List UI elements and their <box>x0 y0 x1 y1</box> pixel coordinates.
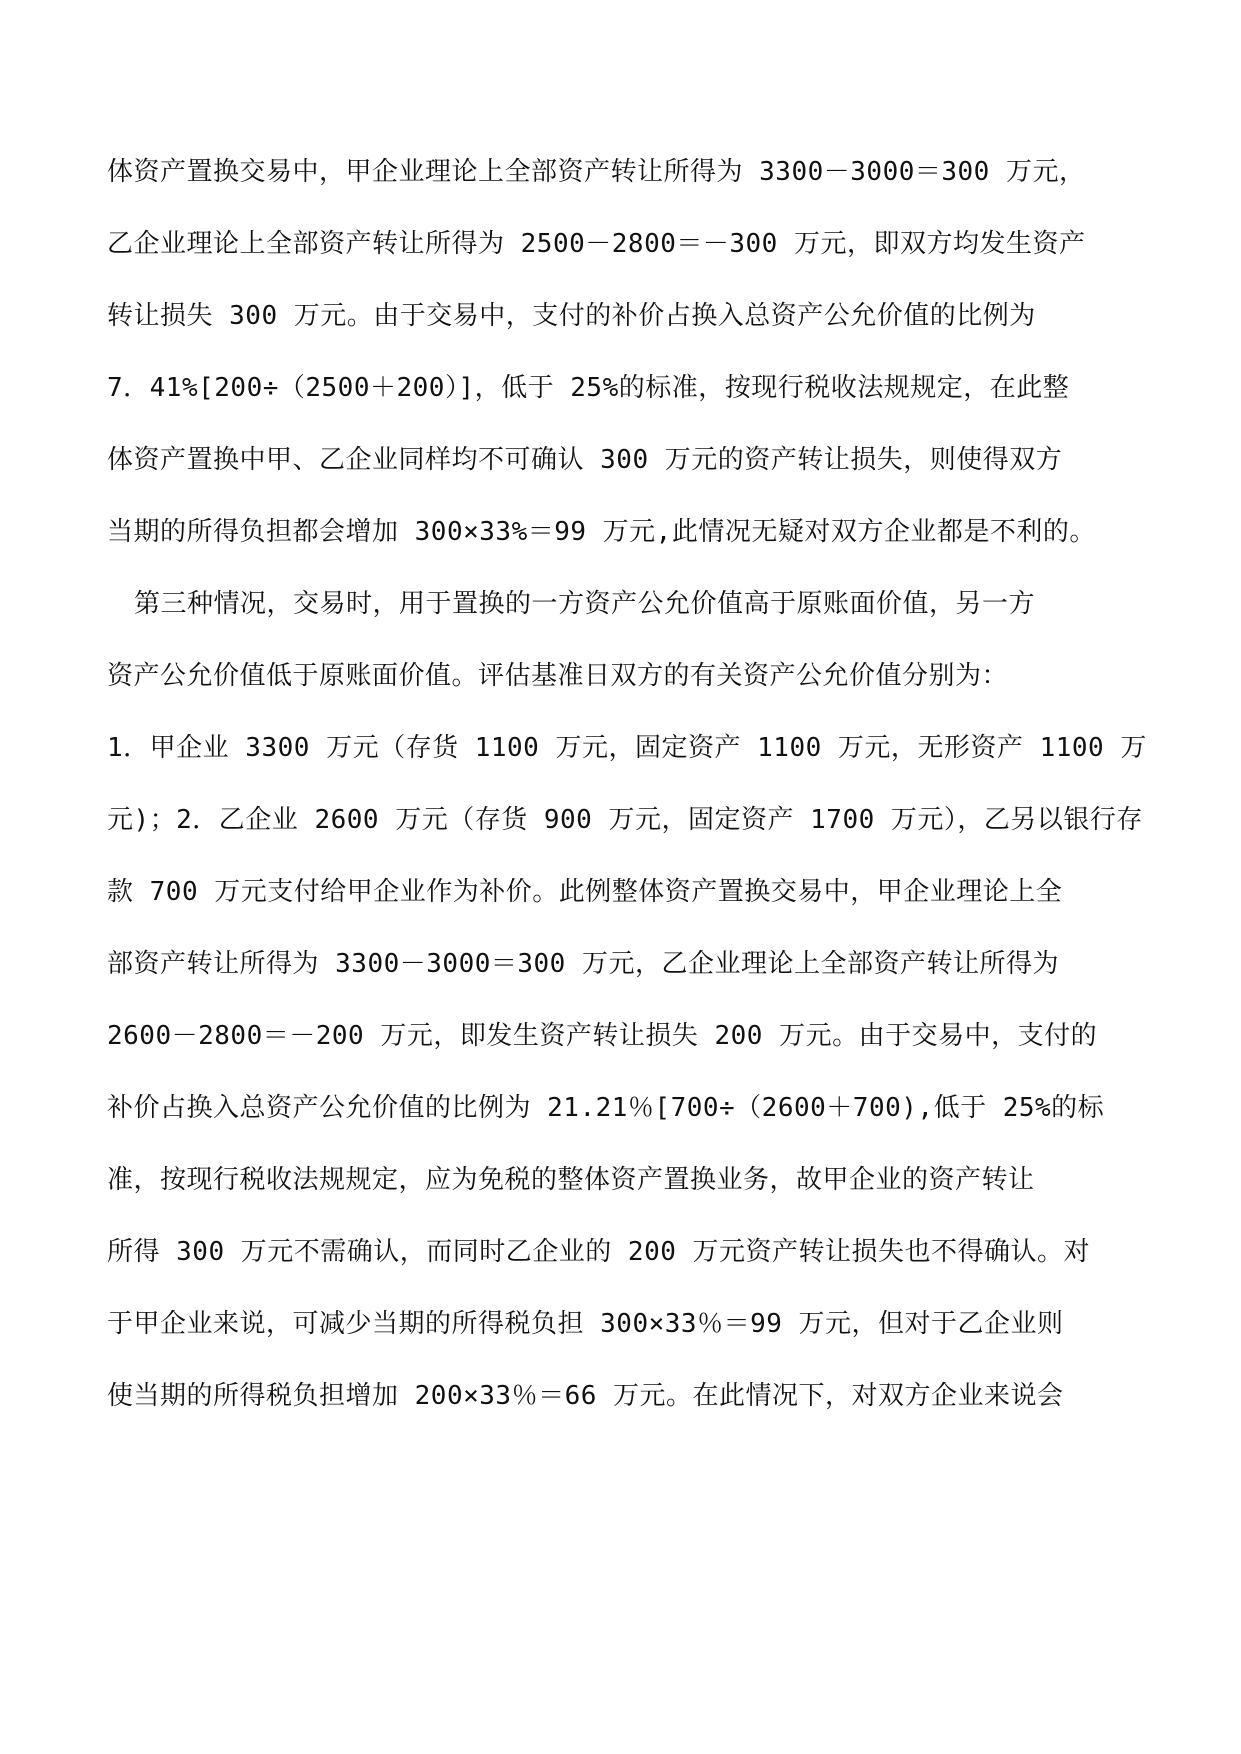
text-line-10: 元)；2．乙企业 2600 万元（存货 900 万元，固定资产 1700 万元），乙另以银行存 <box>107 805 1143 835</box>
text-line-8: 资产公允价值低于原账面价值。评估基准日双方的有关资产公允价值分别为： <box>107 661 1009 691</box>
text-line-4: 7．41%[200÷（2500＋200）]，低于 25%的标准，按现行税收法规规定，在此整 <box>107 373 1070 403</box>
text-line-18: 使当期的所得税负担增加 200×33％＝66 万元。在此情况下，对双方企业来说会 <box>107 1381 1064 1411</box>
text-line-12: 部资产转让所得为 3300－3000＝300 万元，乙企业理论上全部资产转让所得为 <box>107 949 1059 979</box>
text-line-15: 准，按现行税收法规规定，应为免税的整体资产置换业务，故甲企业的资产转让 <box>107 1165 1035 1195</box>
text-line-3: 转让损失 300 万元。由于交易中，支付的补价占换入总资产公允价值的比例为 <box>107 301 1036 331</box>
text-line-9: 1．甲企业 3300 万元（存货 1100 万元，固定资产 1100 万元，无形资产 1100 万 <box>107 733 1147 763</box>
text-line-7: 第三种情况，交易时，用于置换的一方资产公允价值高于原账面价值，另一方 <box>134 589 1036 619</box>
text-line-14: 补价占换入总资产公允价值的比例为 21.21％[700÷（2600＋700),低于 25%的标 <box>107 1093 1105 1123</box>
text-line-2: 乙企业理论上全部资产转让所得为 2500－2800＝－300 万元，即双方均发生资产 <box>107 229 1086 259</box>
text-line-6: 当期的所得负担都会增加 300×33%＝99 万元,此情况无疑对双方企业都是不利的。 <box>107 517 1096 547</box>
text-line-13: 2600－2800＝－200 万元，即发生资产转让损失 200 万元。由于交易中，支付的 <box>107 1021 1098 1051</box>
text-line-11: 款 700 万元支付给甲企业作为补价。此例整体资产置换交易中，甲企业理论上全 <box>107 877 1063 907</box>
text-line-5: 体资产置换中甲、乙企业同样均不可确认 300 万元的资产转让损失，则使得双方 <box>107 445 1063 475</box>
text-line-17: 于甲企业来说，可减少当期的所得税负担 300×33％＝99 万元，但对于乙企业则 <box>107 1309 1064 1339</box>
text-line-16: 所得 300 万元不需确认，而同时乙企业的 200 万元资产转让损失也不得确认。对 <box>107 1237 1091 1267</box>
text-line-1: 体资产置换交易中，甲企业理论上全部资产转让所得为 3300－3000＝300 万元， <box>107 157 1086 187</box>
